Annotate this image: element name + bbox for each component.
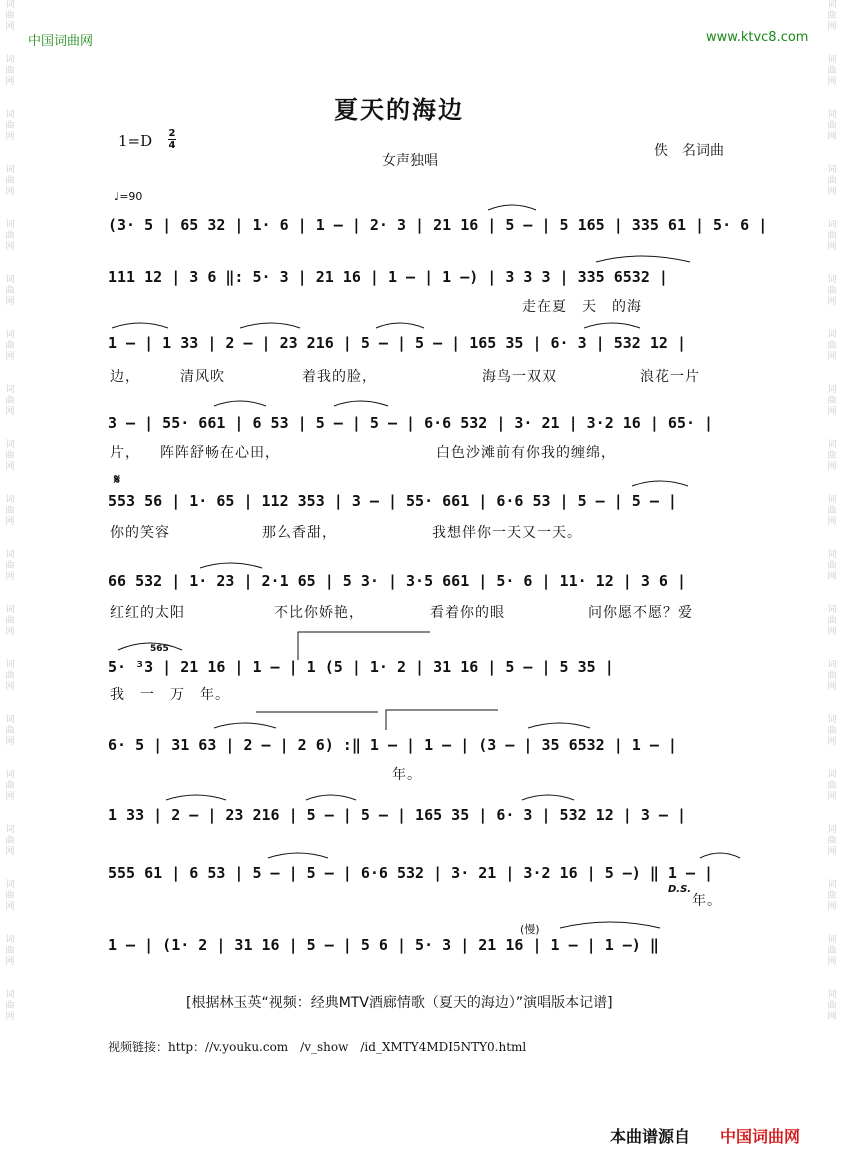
score-row-2: 111 12 | 3 6 ‖: 5· 3 | 21 16 | 1 – | 1 –) | 3 3 3 | 335 6532 | bbox=[108, 268, 668, 286]
slur bbox=[240, 323, 300, 328]
slur bbox=[306, 795, 356, 800]
lyric-5c: 我想伴你一天又一天。 bbox=[432, 525, 582, 541]
slow-mark: (慢) bbox=[520, 923, 540, 936]
slur bbox=[632, 481, 688, 486]
score-row-6: 66 532 | 1· 23 | 2·1 65 | 5 3· | 3·5 661 | 5· 6 | 11· 12 | 3 6 | bbox=[108, 572, 686, 590]
lyric-4b: 阵阵舒畅在心田， bbox=[160, 445, 280, 461]
slur bbox=[112, 323, 168, 328]
transcription-note: [根据林玉英“视频：经典MTV酒廊情歌（夏天的海边）”演唱版本记谱] bbox=[186, 995, 613, 1011]
slur bbox=[528, 723, 590, 728]
site-name-left: 中国词曲网 bbox=[28, 34, 94, 49]
slur bbox=[488, 205, 536, 210]
slur bbox=[214, 723, 276, 728]
score-row-8: 6· 5 | 31 63 | 2 – | 2 6) :‖ 1 – | 1 – | (3 – | 35 6532 | 1 – | bbox=[108, 736, 677, 754]
slur bbox=[268, 853, 328, 858]
credits: 佚 名词曲 bbox=[654, 143, 724, 159]
video-link[interactable]: 视频链接：http：//v.youku.com /v_show /id_XMTY4MDI5NTY0.html bbox=[108, 1040, 527, 1054]
tempo-mark: ♩=90 bbox=[114, 190, 143, 203]
slur bbox=[596, 256, 690, 262]
slur bbox=[118, 643, 182, 650]
side-watermark-left: 词 曲 网 词 曲 网 词 曲 网 词 曲 网 词 曲 网 词 曲 网 词 曲 网 词 曲 网 词 曲 网 词 曲 网 词 曲 网 词 曲 网 词 曲 网 词 曲 网 词 曲 网 词 曲 网 词 曲 网 词 曲 网 词 曲 网 bbox=[5, 0, 15, 1022]
score-row-10: 555 61 | 6 53 | 5 – | 5 – | 6·6 532 | 3· 21 | 3·2 16 | 5 –) ‖ 1 – | bbox=[108, 864, 714, 882]
lyric-3c: 着我的脸， bbox=[302, 369, 377, 385]
score-row-1: (3· 5 | 65 32 | 1· 6 | 1 – | 2· 3 | 21 16 | 5 – | 5 165 | 335 61 | 5· 6 | bbox=[108, 216, 768, 234]
side-watermark-right: 词 曲 网 词 曲 网 词 曲 网 词 曲 网 词 曲 网 词 曲 网 词 曲 网 词 曲 网 词 曲 网 词 曲 网 词 曲 网 词 曲 网 词 曲 网 词 曲 网 词 曲 网 词 曲 网 词 曲 网 词 曲 网 词 曲 网 bbox=[827, 0, 837, 1022]
lyric-7: 我 一 万 年。 bbox=[110, 687, 230, 703]
score-row-5: 553 56 | 1· 65 | 112 353 | 3 – | 55· 661 | 6·6 53 | 5 – | 5 – | bbox=[108, 492, 677, 510]
grace-note: 565 bbox=[150, 644, 169, 654]
lyric-6c: 看着你的眼 bbox=[430, 605, 505, 621]
site-url-right: www.ktvc8.com bbox=[706, 30, 809, 45]
source-label: 本曲谱源自 bbox=[610, 1127, 691, 1146]
slur bbox=[166, 795, 226, 800]
score-row-11: 1 – | (1· 2 | 31 16 | 5 – | 5 6 | 5· 3 | 21 16 | 1 – | 1 –) ‖ bbox=[108, 936, 659, 954]
lyric-8: 年。 bbox=[392, 767, 422, 783]
lyric-6a: 红红的太阳 bbox=[110, 605, 185, 621]
meter-top: 2 bbox=[168, 128, 176, 139]
slur bbox=[334, 401, 388, 406]
volta-2 bbox=[386, 710, 498, 730]
lyric-4a: 片， bbox=[110, 445, 140, 461]
segno-sign: 𝄋 bbox=[114, 472, 121, 488]
lyric-3d: 海鸟一双双 bbox=[482, 369, 557, 385]
slur bbox=[700, 853, 740, 858]
lyric-5b: 那么香甜， bbox=[262, 525, 337, 541]
slur bbox=[200, 563, 262, 568]
lyric-6d: 问你愿不愿？爱 bbox=[588, 605, 693, 621]
score-row-7: 5· ³3 | 21 16 | 1 – | 1 (5 | 1· 2 | 31 16 | 5 – | 5 35 | bbox=[108, 658, 614, 676]
dal-segno-mark: D.S. bbox=[668, 884, 692, 895]
slur bbox=[522, 795, 574, 800]
score-row-4: 3 – | 55· 661 | 6 53 | 5 – | 5 – | 6·6 532 | 3· 21 | 3·2 16 | 65· | bbox=[108, 414, 714, 432]
lyric-3a: 边， bbox=[110, 369, 140, 385]
slur bbox=[214, 401, 266, 406]
volta-1 bbox=[298, 632, 430, 660]
lyric-3b: 清风吹 bbox=[180, 369, 225, 385]
lyric-10: 年。 bbox=[692, 893, 722, 909]
slur bbox=[376, 323, 424, 328]
meter-bottom: 4 bbox=[168, 140, 176, 151]
lyric-5a: 你的笑容 bbox=[110, 525, 170, 541]
score-row-3: 1 – | 1 33 | 2 – | 23 216 | 5 – | 5 – | 165 35 | 6· 3 | 532 12 | bbox=[108, 334, 686, 352]
lyric-3e: 浪花一片 bbox=[640, 369, 700, 385]
key-signature: 1=D bbox=[118, 132, 153, 150]
lyric-6b: 不比你娇艳， bbox=[274, 605, 364, 621]
lyric-4c: 白色沙滩前有你我的缠绵， bbox=[436, 445, 616, 461]
performance-type: 女声独唱 bbox=[382, 153, 438, 169]
lyric-line-2: 走在夏 天 的海 bbox=[522, 299, 642, 315]
slur bbox=[560, 922, 660, 928]
source-site[interactable]: 中国词曲网 bbox=[720, 1127, 801, 1146]
song-title: 夏天的海边 bbox=[334, 95, 464, 124]
slur bbox=[584, 323, 640, 328]
score-row-9: 1 33 | 2 – | 23 216 | 5 – | 5 – | 165 35 | 6· 3 | 532 12 | 3 – | bbox=[108, 806, 686, 824]
